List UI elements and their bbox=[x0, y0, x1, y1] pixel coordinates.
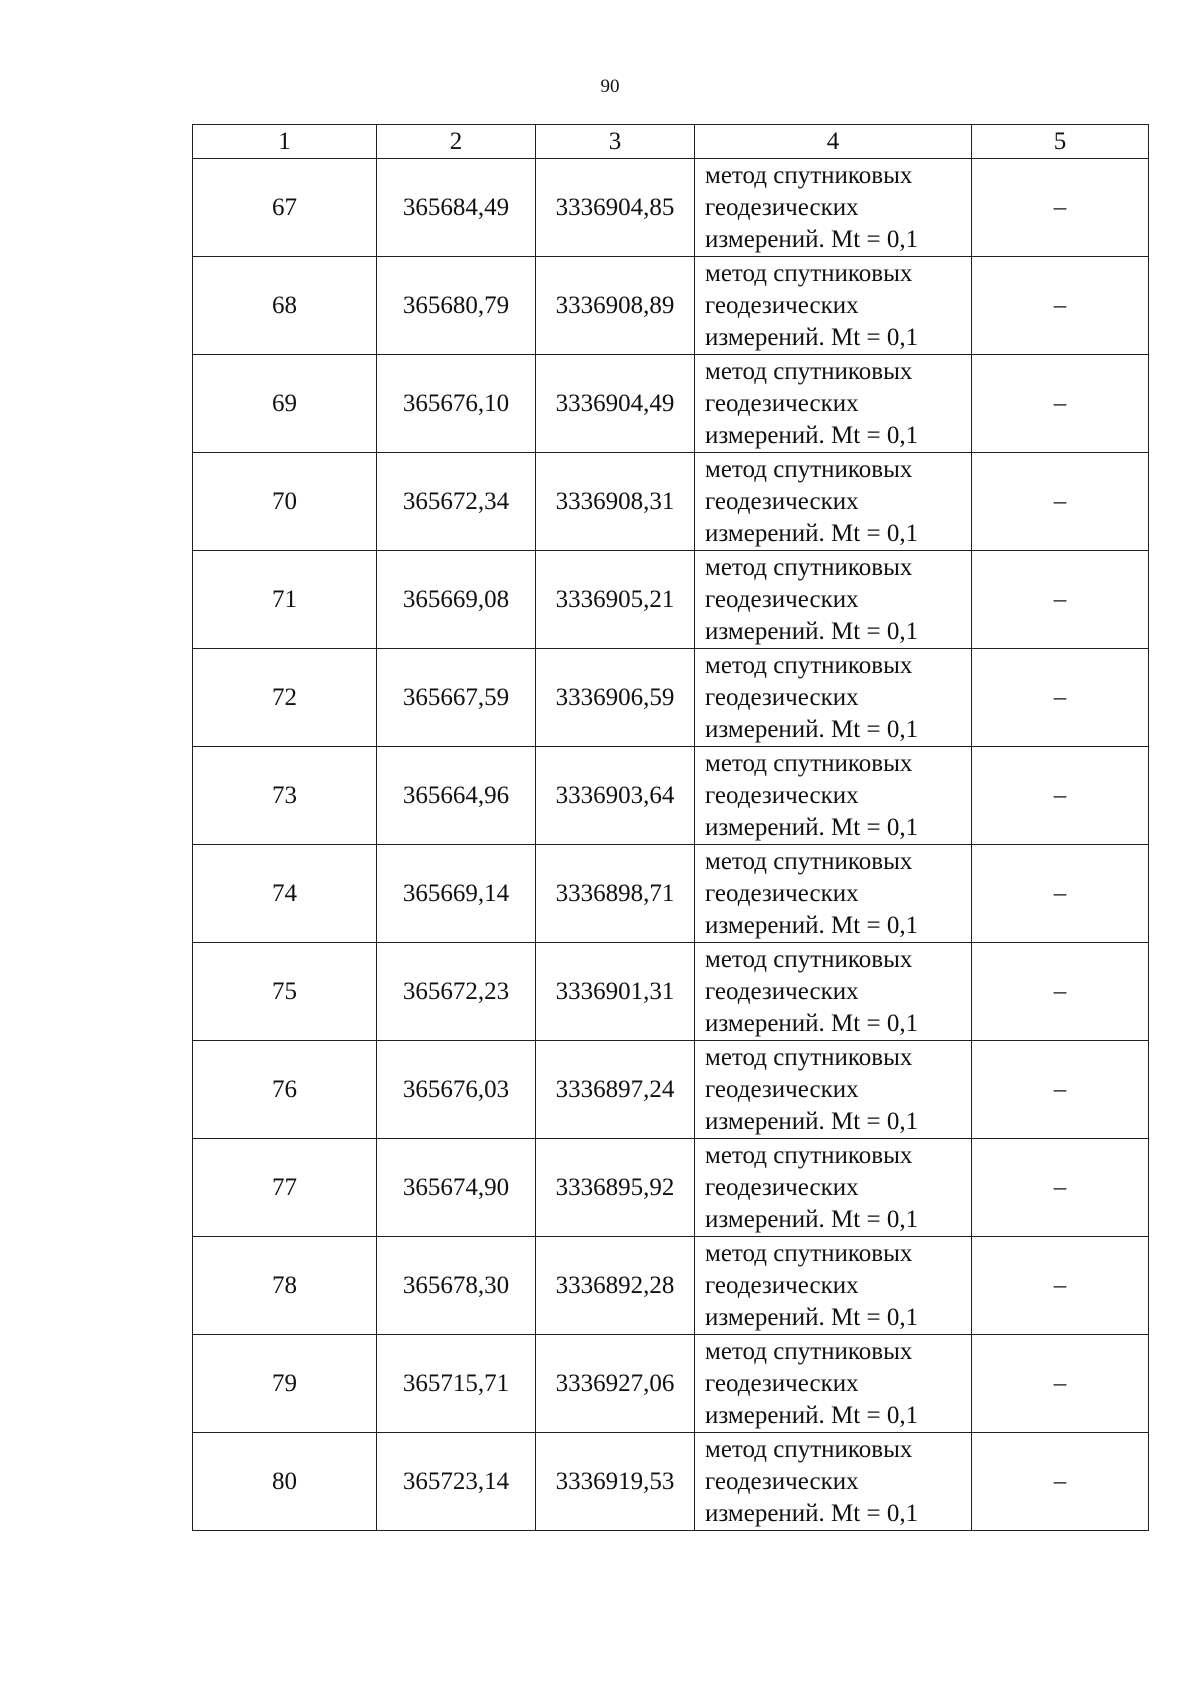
table-row bbox=[193, 1041, 1149, 1139]
method-line-1: метод спутниковых bbox=[705, 847, 913, 875]
method-line-2: геодезических bbox=[705, 389, 859, 417]
column-5-cell: – bbox=[972, 159, 1149, 257]
method-line-1: метод спутниковых bbox=[705, 455, 913, 483]
header-row bbox=[193, 125, 1149, 159]
method-line-3: измерений. Mt = 0,1 bbox=[705, 323, 919, 351]
method-line-3: измерений. Mt = 0,1 bbox=[705, 1107, 919, 1135]
column-5-cell: – bbox=[972, 649, 1149, 747]
x-coordinate-cell: 365672,34 bbox=[377, 453, 536, 551]
method-line-1: метод спутниковых bbox=[705, 749, 913, 777]
x-coordinate-cell: 365674,90 bbox=[377, 1139, 536, 1237]
table-row bbox=[193, 453, 1149, 551]
method-line-2: геодезических bbox=[705, 977, 859, 1005]
column-5-cell: – bbox=[972, 1139, 1149, 1237]
column-5-cell: – bbox=[972, 1237, 1149, 1335]
page-number: 90 bbox=[600, 76, 620, 97]
method-cell bbox=[695, 1433, 972, 1531]
method-cell bbox=[695, 1139, 972, 1237]
table-row bbox=[193, 355, 1149, 453]
header-cell-1: 1 bbox=[193, 125, 377, 159]
y-coordinate-cell: 3336892,28 bbox=[536, 1237, 695, 1335]
method-line-2: геодезических bbox=[705, 1369, 859, 1397]
method-cell bbox=[695, 1237, 972, 1335]
x-coordinate-cell: 365669,14 bbox=[377, 845, 536, 943]
method-cell bbox=[695, 257, 972, 355]
x-coordinate-cell: 365678,30 bbox=[377, 1237, 536, 1335]
method-line-1: метод спутниковых bbox=[705, 259, 913, 287]
y-coordinate-cell: 3336908,31 bbox=[536, 453, 695, 551]
method-cell bbox=[695, 649, 972, 747]
method-line-1: метод спутниковых bbox=[705, 1435, 913, 1463]
x-coordinate-cell: 365676,03 bbox=[377, 1041, 536, 1139]
point-number-cell: 67 bbox=[193, 159, 377, 257]
method-line-3: измерений. Mt = 0,1 bbox=[705, 911, 919, 939]
method-line-1: метод спутниковых bbox=[705, 1141, 913, 1169]
x-coordinate-cell: 365680,79 bbox=[377, 257, 536, 355]
table-row bbox=[193, 1335, 1149, 1433]
column-5-cell: – bbox=[972, 747, 1149, 845]
y-coordinate-cell: 3336905,21 bbox=[536, 551, 695, 649]
method-line-2: геодезических bbox=[705, 585, 859, 613]
method-line-2: геодезических bbox=[705, 879, 859, 907]
method-line-1: метод спутниковых bbox=[705, 357, 913, 385]
x-coordinate-cell: 365664,96 bbox=[377, 747, 536, 845]
method-line-3: измерений. Mt = 0,1 bbox=[705, 715, 919, 743]
method-line-3: измерений. Mt = 0,1 bbox=[705, 1401, 919, 1429]
table-row bbox=[193, 845, 1149, 943]
column-5-cell: – bbox=[972, 1335, 1149, 1433]
header-cell-3: 3 bbox=[536, 125, 695, 159]
method-cell bbox=[695, 747, 972, 845]
table-row bbox=[193, 257, 1149, 355]
point-number-cell: 77 bbox=[193, 1139, 377, 1237]
method-line-1: метод спутниковых bbox=[705, 553, 913, 581]
column-5-cell: – bbox=[972, 453, 1149, 551]
y-coordinate-cell: 3336906,59 bbox=[536, 649, 695, 747]
point-number-cell: 76 bbox=[193, 1041, 377, 1139]
x-coordinate-cell: 365672,23 bbox=[377, 943, 536, 1041]
method-cell bbox=[695, 1041, 972, 1139]
method-line-3: измерений. Mt = 0,1 bbox=[705, 813, 919, 841]
column-5-cell: – bbox=[972, 257, 1149, 355]
coordinates-table-container bbox=[192, 124, 1148, 1531]
column-5-cell: – bbox=[972, 845, 1149, 943]
method-line-2: геодезических bbox=[705, 193, 859, 221]
method-line-3: измерений. Mt = 0,1 bbox=[705, 519, 919, 547]
header-cell-4: 4 bbox=[695, 125, 972, 159]
method-line-1: метод спутниковых bbox=[705, 1337, 913, 1365]
method-line-1: метод спутниковых bbox=[705, 161, 913, 189]
column-5-cell: – bbox=[972, 943, 1149, 1041]
table-row bbox=[193, 649, 1149, 747]
method-cell bbox=[695, 1335, 972, 1433]
column-5-cell: – bbox=[972, 551, 1149, 649]
point-number-cell: 71 bbox=[193, 551, 377, 649]
x-coordinate-cell: 365715,71 bbox=[377, 1335, 536, 1433]
table-body bbox=[193, 159, 1149, 1531]
y-coordinate-cell: 3336908,89 bbox=[536, 257, 695, 355]
table-row bbox=[193, 943, 1149, 1041]
table-row bbox=[193, 1139, 1149, 1237]
method-line-1: метод спутниковых bbox=[705, 1239, 913, 1267]
method-cell bbox=[695, 453, 972, 551]
table-row bbox=[193, 1237, 1149, 1335]
table-row bbox=[193, 1433, 1149, 1531]
method-cell bbox=[695, 943, 972, 1041]
x-coordinate-cell: 365667,59 bbox=[377, 649, 536, 747]
header-cell-2: 2 bbox=[377, 125, 536, 159]
method-line-2: геодезических bbox=[705, 1467, 859, 1495]
method-line-2: геодезических bbox=[705, 1173, 859, 1201]
table-row bbox=[193, 159, 1149, 257]
method-line-2: геодезических bbox=[705, 683, 859, 711]
x-coordinate-cell: 365676,10 bbox=[377, 355, 536, 453]
point-number-cell: 69 bbox=[193, 355, 377, 453]
method-line-1: метод спутниковых bbox=[705, 1043, 913, 1071]
point-number-cell: 72 bbox=[193, 649, 377, 747]
method-line-2: геодезических bbox=[705, 291, 859, 319]
column-5-cell: – bbox=[972, 1041, 1149, 1139]
method-cell bbox=[695, 159, 972, 257]
method-cell bbox=[695, 845, 972, 943]
point-number-cell: 70 bbox=[193, 453, 377, 551]
method-line-3: измерений. Mt = 0,1 bbox=[705, 421, 919, 449]
y-coordinate-cell: 3336903,64 bbox=[536, 747, 695, 845]
y-coordinate-cell: 3336901,31 bbox=[536, 943, 695, 1041]
point-number-cell: 78 bbox=[193, 1237, 377, 1335]
y-coordinate-cell: 3336898,71 bbox=[536, 845, 695, 943]
table-row bbox=[193, 551, 1149, 649]
method-cell bbox=[695, 551, 972, 649]
column-5-cell: – bbox=[972, 355, 1149, 453]
point-number-cell: 68 bbox=[193, 257, 377, 355]
y-coordinate-cell: 3336897,24 bbox=[536, 1041, 695, 1139]
y-coordinate-cell: 3336895,92 bbox=[536, 1139, 695, 1237]
header-cell-5: 5 bbox=[972, 125, 1149, 159]
method-line-1: метод спутниковых bbox=[705, 651, 913, 679]
y-coordinate-cell: 3336927,06 bbox=[536, 1335, 695, 1433]
method-line-3: измерений. Mt = 0,1 bbox=[705, 1009, 919, 1037]
point-number-cell: 73 bbox=[193, 747, 377, 845]
point-number-cell: 80 bbox=[193, 1433, 377, 1531]
y-coordinate-cell: 3336904,49 bbox=[536, 355, 695, 453]
y-coordinate-cell: 3336919,53 bbox=[536, 1433, 695, 1531]
y-coordinate-cell: 3336904,85 bbox=[536, 159, 695, 257]
method-line-2: геодезических bbox=[705, 781, 859, 809]
method-line-1: метод спутниковых bbox=[705, 945, 913, 973]
x-coordinate-cell: 365669,08 bbox=[377, 551, 536, 649]
x-coordinate-cell: 365723,14 bbox=[377, 1433, 536, 1531]
method-line-3: измерений. Mt = 0,1 bbox=[705, 617, 919, 645]
method-line-3: измерений. Mt = 0,1 bbox=[705, 1303, 919, 1331]
table-row bbox=[193, 747, 1149, 845]
method-line-3: измерений. Mt = 0,1 bbox=[705, 1205, 919, 1233]
method-cell bbox=[695, 355, 972, 453]
point-number-cell: 79 bbox=[193, 1335, 377, 1433]
method-line-3: измерений. Mt = 0,1 bbox=[705, 1499, 919, 1527]
point-number-cell: 75 bbox=[193, 943, 377, 1041]
column-5-cell: – bbox=[972, 1433, 1149, 1531]
point-number-cell: 74 bbox=[193, 845, 377, 943]
method-line-2: геодезических bbox=[705, 487, 859, 515]
method-line-3: измерений. Mt = 0,1 bbox=[705, 225, 919, 253]
coordinates-table bbox=[192, 124, 1149, 1531]
method-line-2: геодезических bbox=[705, 1075, 859, 1103]
x-coordinate-cell: 365684,49 bbox=[377, 159, 536, 257]
method-line-2: геодезических bbox=[705, 1271, 859, 1299]
